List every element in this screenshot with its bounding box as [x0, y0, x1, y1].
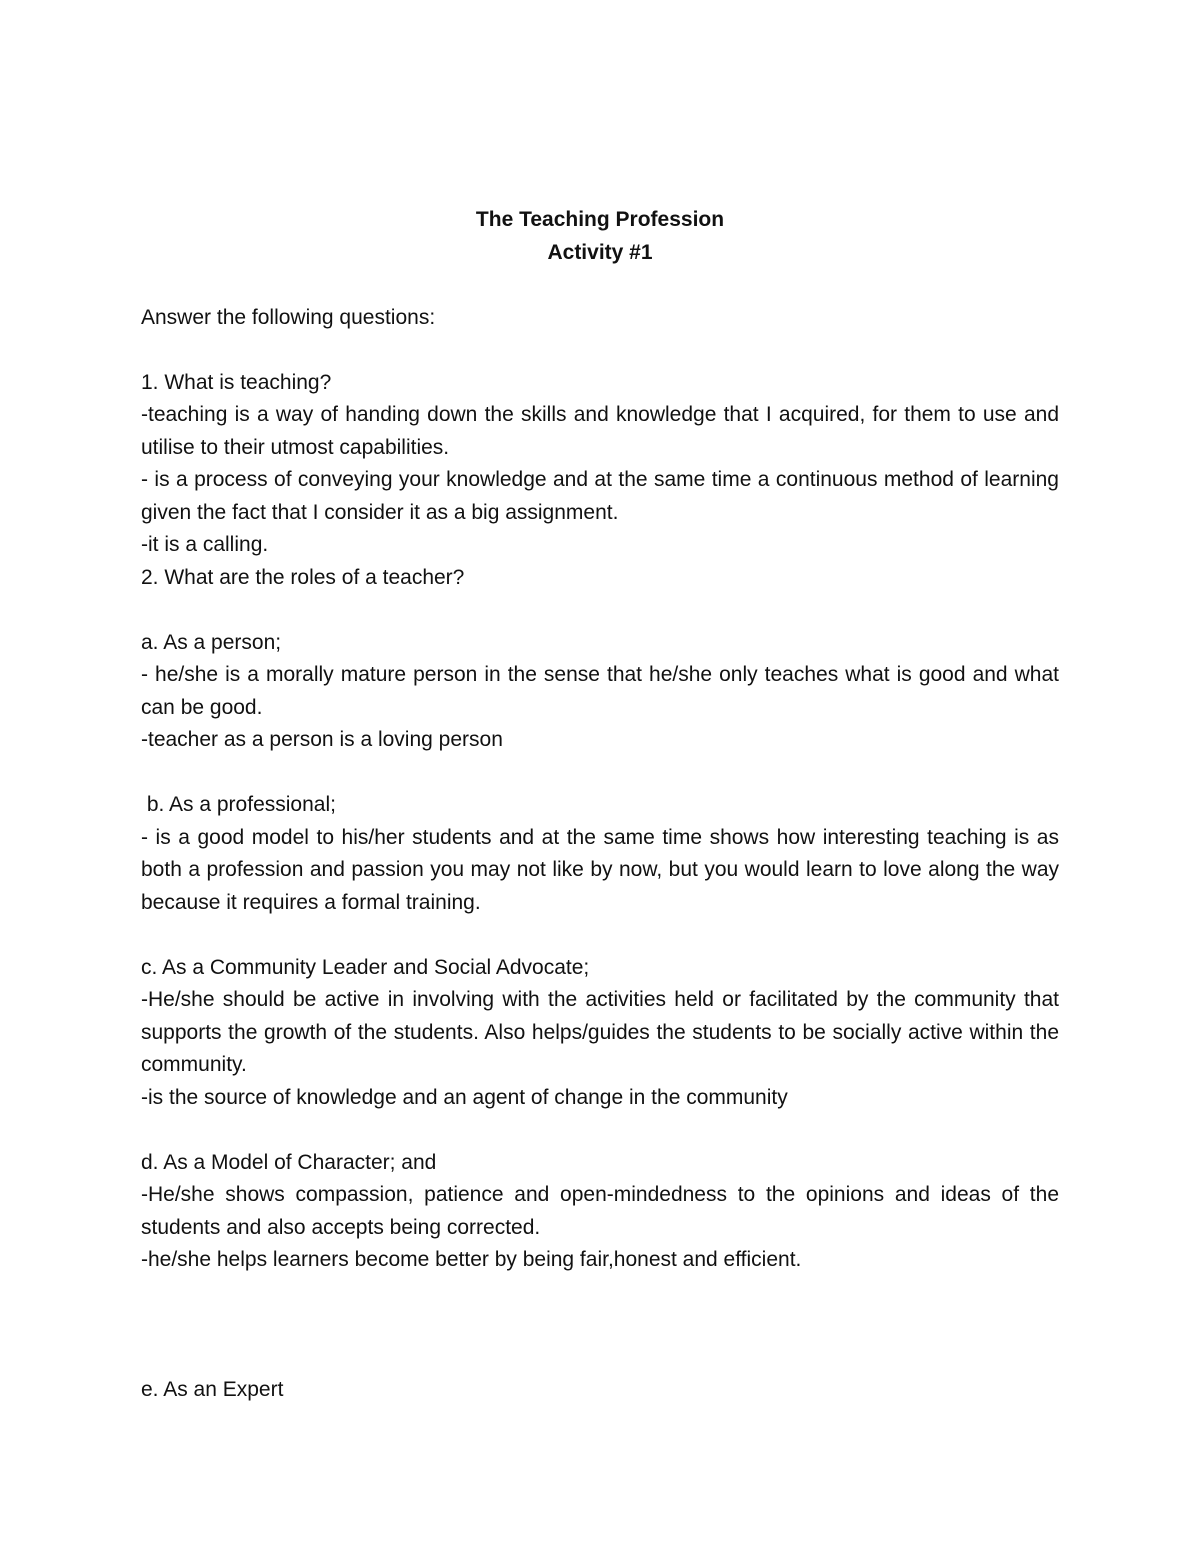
answer-1-point: - is a process of conveying your knowledge and at the same time a continuous method of learning given the fact that I consider it as a big assignment. [141, 468, 1059, 524]
answer-1-point: -teaching is a way of handing down the skills and knowledge that I acquired, for them to use and utilise to their utmost capabilities. [141, 403, 1059, 459]
spacer [141, 919, 1059, 952]
document-title: The Teaching Profession [475, 208, 725, 231]
role-point: -he/she helps learners become better by being fair,honest and efficient. [141, 1248, 802, 1271]
role-heading-professional: b. As a professional; [141, 793, 336, 816]
role-point: -He/she shows compassion, patience and open-mindedness to the opinions and ideas of the students and also accepts being corrected. [141, 1183, 1059, 1239]
role-point: -is the source of knowledge and an agent of change in the community [141, 1085, 788, 1109]
spacer [141, 1277, 1059, 1374]
role-point: - he/she is a morally mature person in the sense that he/she only teaches what is good and what can be good. [141, 663, 1059, 719]
question-1: 1. What is teaching? [141, 370, 332, 394]
document-body [141, 204, 1059, 1406]
role-heading-person: a. As a person; [141, 630, 282, 654]
spacer [141, 757, 1059, 790]
answer-1-point: -it is a calling. [141, 533, 269, 556]
spacer [141, 269, 1059, 302]
spacer [141, 1114, 1059, 1147]
role-point: -He/she should be active in involving with the activities held or facilitated by the community that supports the growth of the students. Also helps/guides the students to be socially active within the community. [141, 988, 1059, 1076]
role-point: - is a good model to his/her students and at the same time shows how interesting teaching is as both a profession and passion you may not like by now, but you would learn to love along the way because it requires a formal training. [141, 825, 1059, 914]
document-subtitle: Activity #1 [547, 240, 653, 264]
instruction-text: Answer the following questions: [141, 305, 436, 329]
role-heading-community-leader: c. As a Community Leader and Social Advocate; [141, 955, 590, 979]
question-2: 2. What are the roles of a teacher? [141, 565, 465, 589]
spacer [141, 594, 1059, 627]
role-point: -teacher as a person is a loving person [141, 728, 503, 751]
spacer [141, 334, 1059, 367]
role-heading-model-of-character: d. As a Model of Character; and [141, 1150, 437, 1174]
role-heading-expert: e. As an Expert [141, 1377, 284, 1401]
